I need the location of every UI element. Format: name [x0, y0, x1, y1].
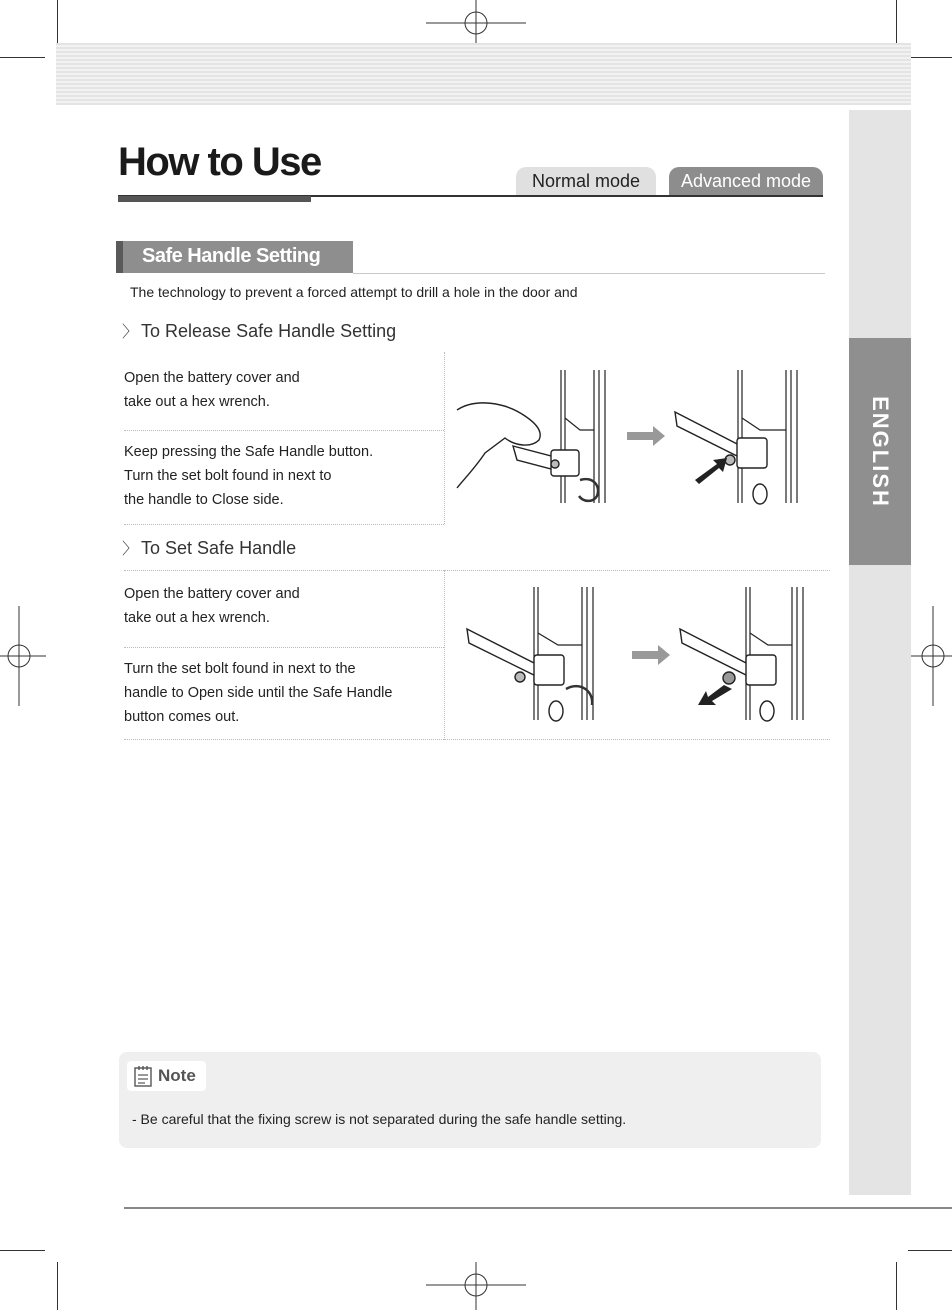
transition-arrow — [627, 426, 665, 446]
door-frame — [561, 370, 605, 503]
crop-mark — [0, 57, 45, 58]
section-title: Safe Handle Setting — [142, 245, 321, 267]
divider — [444, 570, 445, 740]
notepad-icon — [134, 1065, 152, 1087]
section-intro: The technology to prevent a forced attempt to drill a hole in the door and — [130, 284, 578, 300]
registration-mark-icon — [906, 606, 952, 706]
crop-mark — [57, 0, 58, 45]
release-illustration — [455, 368, 810, 508]
release-heading — [122, 319, 396, 342]
handle — [680, 629, 776, 721]
chevron-right-icon: 〉 — [122, 541, 139, 558]
tab-normal-mode[interactable]: Normal mode — [516, 167, 656, 195]
registration-mark-icon — [0, 606, 46, 706]
language-tab-label: ENGLISH — [868, 395, 894, 508]
side-strip — [849, 110, 911, 1195]
note-text: - Be careful that the fixing screw is not separated during the safe handle setting. — [132, 1111, 627, 1127]
divider — [124, 524, 444, 525]
divider — [124, 739, 830, 740]
release-step-1: Open the battery cover and take out a hex wrench. — [124, 370, 300, 410]
divider — [124, 430, 444, 431]
crop-mark — [896, 0, 897, 45]
rotate-arrow — [566, 686, 592, 705]
transition-arrow — [632, 645, 670, 665]
footer-rule — [124, 1207, 952, 1209]
release-step-2: Keep pressing the Safe Handle button. Turn the set bolt found in next to the handle to Close side. — [124, 444, 374, 508]
page-title: How to Use — [118, 140, 321, 184]
crop-mark — [908, 57, 952, 58]
handle — [467, 629, 564, 721]
set-illustration — [462, 585, 812, 725]
chevron-right-icon: 〉 — [122, 324, 139, 341]
handle — [513, 446, 579, 476]
release-heading-text: To Release Safe Handle Setting — [141, 321, 397, 341]
crop-mark — [896, 1262, 897, 1310]
push-arrow — [695, 458, 727, 484]
set-heading — [122, 536, 296, 559]
set-heading-text: To Set Safe Handle — [141, 538, 297, 558]
divider — [444, 352, 445, 524]
note-label: Note — [158, 1066, 196, 1085]
registration-mark-icon — [426, 0, 526, 48]
pull-arrow — [698, 685, 732, 705]
header-band — [56, 43, 911, 105]
hand — [457, 403, 540, 488]
registration-mark-icon — [426, 1262, 526, 1310]
divider — [124, 570, 830, 571]
title-rule-accent — [118, 196, 311, 202]
language-tab[interactable] — [849, 338, 911, 565]
crop-mark — [908, 1250, 952, 1251]
set-step-1: Open the battery cover and take out a hex wrench. — [124, 586, 300, 626]
crop-mark — [0, 1250, 45, 1251]
note-box — [119, 1052, 821, 1148]
section-rule — [353, 273, 825, 274]
rotate-arrow — [579, 479, 598, 501]
crop-mark — [57, 1262, 58, 1310]
tab-advanced-mode[interactable]: Advanced mode — [669, 167, 823, 195]
set-step-2: Turn the set bolt found in next to the handle to Open side until the Safe Handle button comes out. — [124, 661, 393, 725]
divider — [124, 647, 444, 648]
